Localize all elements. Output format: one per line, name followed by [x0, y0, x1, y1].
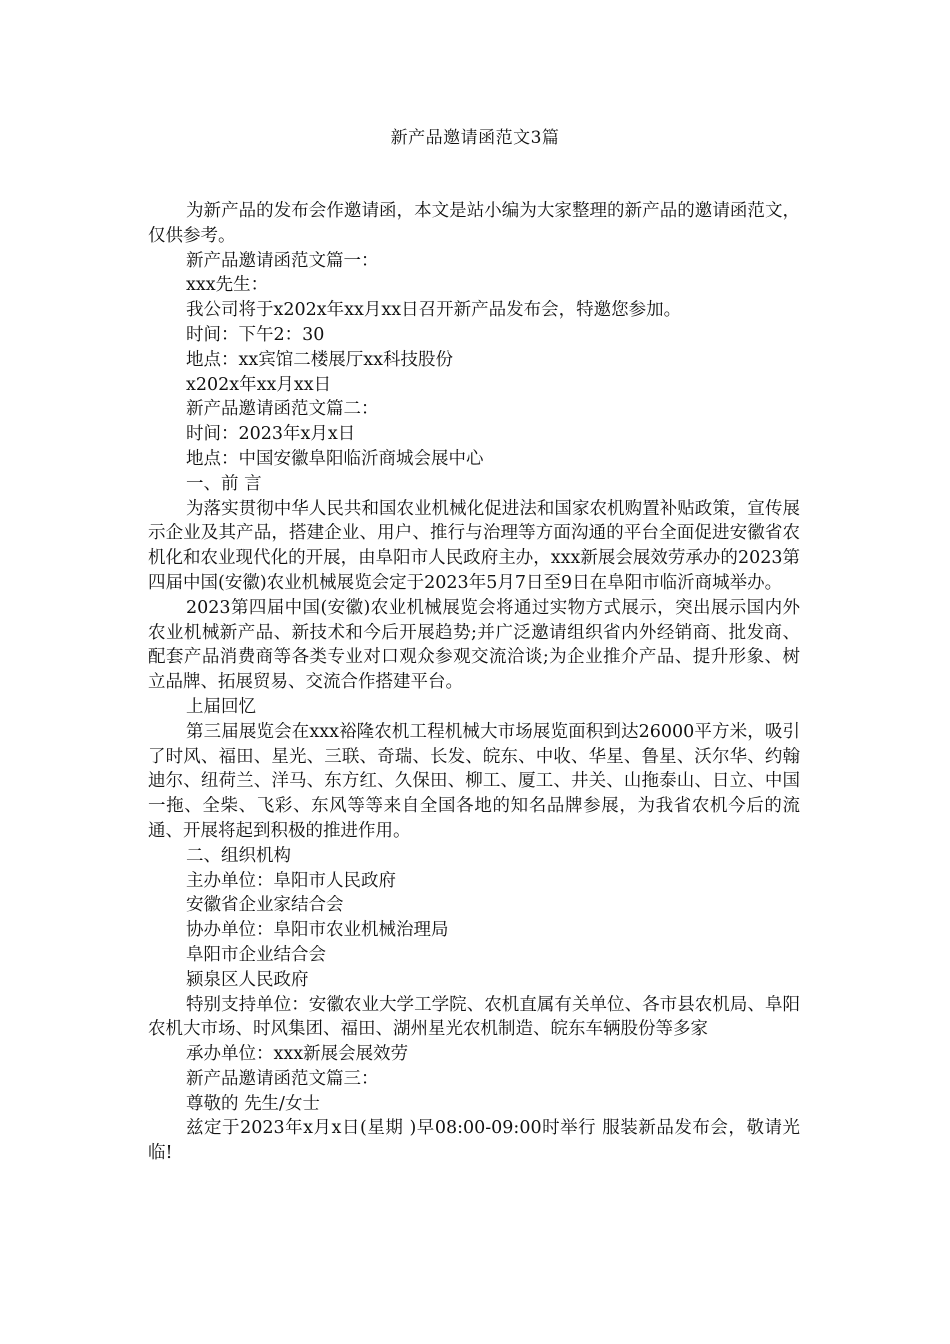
section-heading-3: 新产品邀请函范文篇三： [186, 1068, 379, 1089]
event-location: 地点：xx宾馆二楼展厅xx科技股份 [186, 349, 453, 370]
event-time: 时间：下午2：30 [186, 324, 325, 345]
event-time-2: 时间：2023年x月x日 [186, 424, 356, 445]
intro-paragraph: 为新产品的发布会作邀请函，本文是站小编为大家整理的新产品的邀请函范文，仅供参考。 [148, 201, 800, 246]
co-organizer-line-2: 阜阳市企业结合会 [186, 944, 326, 965]
review-paragraph: 第三届展览会在xxx裕隆农机工程机械大市场展览面积到达26000平方米，吸引了时风、福田、星光、三联、奇瑞、长发、皖东、中收、华星、鲁星、沃尔华、约翰迪尔、纽荷兰、洋马、东方红、久保田、柳工、厦工、井关、山拖泰山、日立、中国一拖、全柴、飞彩、东风等等来自全国各地的知名品牌参展，为我省农机今后的流通、开展将起到积极的推进作用。 [148, 721, 800, 841]
co-organizer-line: 协办单位：阜阳市农业机械治理局 [186, 920, 449, 941]
section-heading-1: 新产品邀请函范文篇一： [186, 250, 379, 271]
supporters-paragraph: 特别支持单位：安徽农业大学工学院、农机直属有关单位、各市县农机局、阜阳农机大市场、时风集团、福田、湖州星光农机制造、皖东车辆股份等多家 [148, 994, 800, 1040]
letter-date: x202x年xx月xx日 [186, 374, 332, 395]
organization-heading: 二、组织机构 [186, 845, 291, 866]
preface-heading: 一、前 言 [186, 473, 262, 494]
event-location-2: 地点：中国安徽阜阳临沂商城会展中心 [186, 448, 484, 469]
preface-paragraph: 为落实贯彻中华人民共和国农业机械化促进法和国家农机购置补贴政策，宣传展示企业及其产品，搭建企业、用户、推行与治理等方面沟通的平台全面促进安徽省农机化和农业现代化的开展，由阜阳市人民政府主办，xxx新展会展效劳承办的2023第四届中国(安徽)农业机械展览会定于2023年5月7日至9日在阜阳市临沂商城举办。 [148, 498, 800, 593]
section-heading-2: 新产品邀请函范文篇二： [186, 399, 379, 420]
exhibition-paragraph: 2023第四届中国(安徽)农业机械展览会将通过实物方式展示，突出展示国内外农业机械新产品、新技术和今后开展趋势;并广泛邀请组织省内外经销商、批发商、配套产品消费商等各类专业对口观众参观交流洽谈;为企业推介产品、提升形象、树立品牌、拓展贸易、交流合作搭建平台。 [148, 597, 800, 693]
co-organizer-line-3: 颍泉区人民政府 [186, 969, 309, 990]
invitation-text-3: 兹定于2023年x月x日(星期 )早08:00-09:00时举行 服装新品发布会，敬请光临! [148, 1118, 800, 1164]
salutation: xxx先生： [186, 275, 269, 296]
organizer-line-2: 安徽省企业家结合会 [186, 895, 344, 916]
salutation-3: 尊敬的 先生/女士 [186, 1093, 320, 1114]
document-body [148, 199, 800, 1166]
invitation-text: 我公司将于x202x年xx月xx日召开新产品发布会，特邀您参加。 [186, 300, 682, 321]
organizer-line: 主办单位：阜阳市人民政府 [186, 870, 396, 891]
undertaker-line: 承办单位：xxx新展会展效劳 [186, 1044, 409, 1065]
document-title: 新产品邀请函范文3篇 [390, 128, 560, 148]
review-heading: 上届回忆 [186, 696, 256, 717]
